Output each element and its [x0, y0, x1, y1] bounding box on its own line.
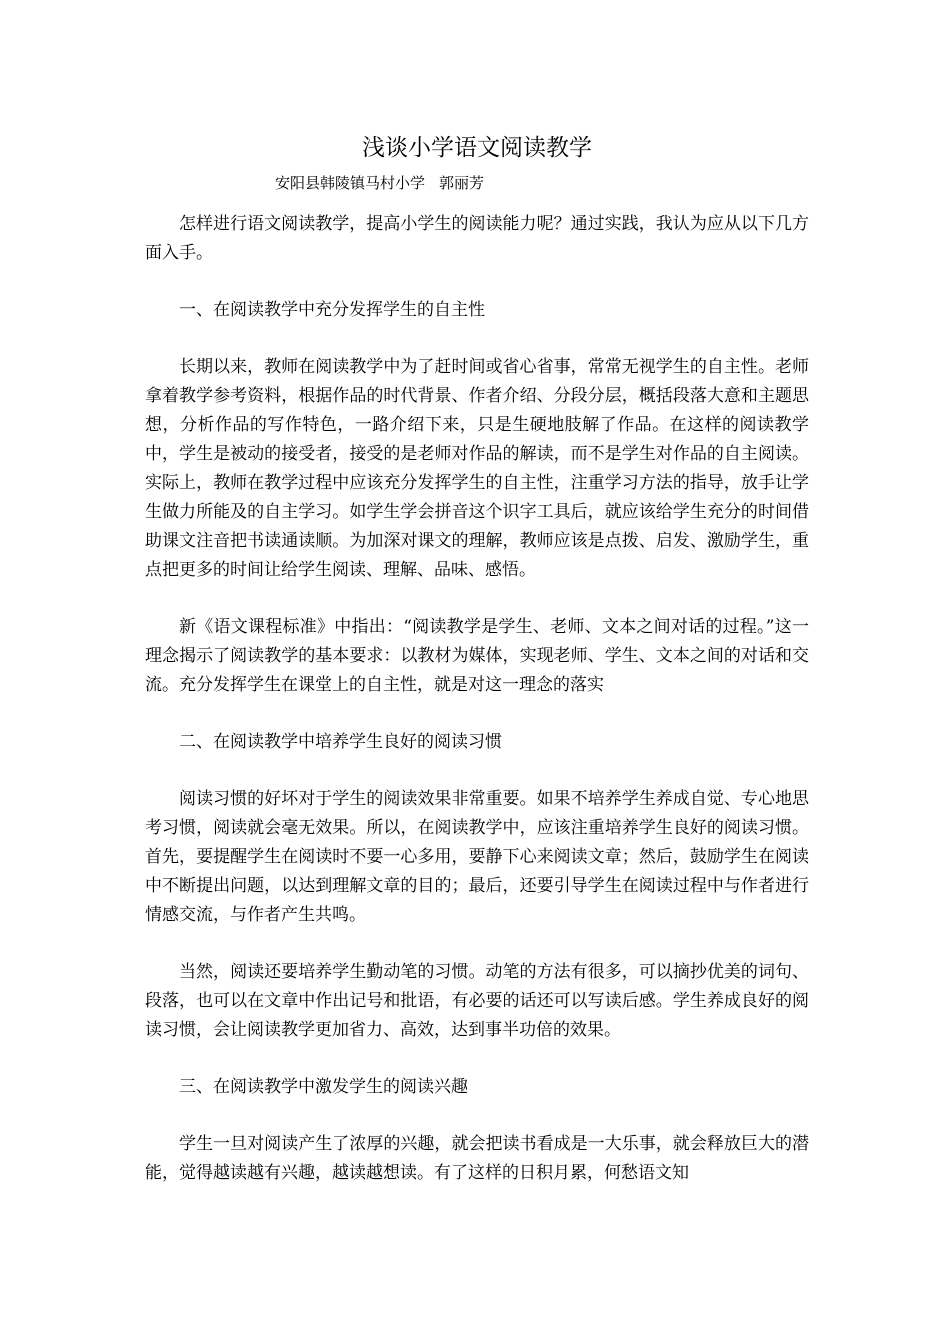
author-name: 郭丽芳 [439, 174, 485, 192]
author-line [275, 170, 809, 196]
section-1-paragraph-2: 新《语文课程标准》中指出：“阅读教学是学生、老师、文本之间对话的过程。”这一理念揭示了阅读教学的基本要求：以教材为媒体，实现老师、学生、文本之间的对话和交流。充分发挥学生在课堂上的自主性，就是对这一理念的落实 [145, 617, 809, 695]
section-3-heading: 三、在阅读教学中激发学生的阅读兴趣 [179, 1077, 468, 1097]
section-1-paragraph-1: 长期以来，教师在阅读教学中为了赶时间或省心省事，常常无视学生的自主性。老师拿着教学参考资料，根据作品的时代背景、作者介绍、分段分层，概括段落大意和主题思想，分析作品的写作特色，一路介绍下来，只是生硬地肢解了作品。在这样的阅读教学中，学生是被动的接受者，接受的是老师对作品的解读，而不是学生对作品的自主阅读。实际上，教师在教学过程中应该充分发挥学生的自主性，注重学习方法的指导，放手让学生做力所能及的自主学习。如学生学会拼音这个识字工具后，就应该给学生充分的时间借助课文注音把书读通读顺。为加深对课文的理解，教师应该是点拨、启发、激励学生，重点把更多的时间让给学生阅读、理解、品味、感悟。 [145, 357, 809, 580]
document-page [145, 128, 809, 1188]
author-school: 安阳县韩陵镇马村小学 [275, 174, 426, 192]
section-2-paragraph-1: 阅读习惯的好坏对于学生的阅读效果非常重要。如果不培养学生养成自觉、专心地思考习惯，阅读就会毫无效果。所以，在阅读教学中，应该注重培养学生良好的阅读习惯。首先，要提醒学生在阅读时不要一心多用，要静下心来阅读文章；然后，鼓励学生在阅读中不断提出问题，以达到理解文章的目的；最后，还要引导学生在阅读过程中与作者进行情感交流，与作者产生共鸣。 [145, 789, 809, 925]
document-title: 浅谈小学语文阅读教学 [362, 135, 592, 161]
section-2-heading: 二、在阅读教学中培养学生良好的阅读习惯 [179, 732, 502, 752]
section-3-paragraph-1: 学生一旦对阅读产生了浓厚的兴趣，就会把读书看成是一大乐事，就会释放巨大的潜能，觉得越读越有兴趣，越读越想读。有了这样的日积月累，何愁语文知 [145, 1134, 809, 1183]
section-2-paragraph-2: 当然，阅读还要培养学生勤动笔的习惯。动笔的方法有很多，可以摘抄优美的词句、段落，也可以在文章中作出记号和批语，有必要的话还可以写读后感。学生养成良好的阅读习惯，会让阅读教学更加省力、高效，达到事半功倍的效果。 [145, 962, 809, 1040]
intro-paragraph: 怎样进行语文阅读教学，提高小学生的阅读能力呢？通过实践，我认为应从以下几方面入手。 [145, 214, 809, 263]
section-1-heading: 一、在阅读教学中充分发挥学生的自主性 [179, 300, 485, 320]
